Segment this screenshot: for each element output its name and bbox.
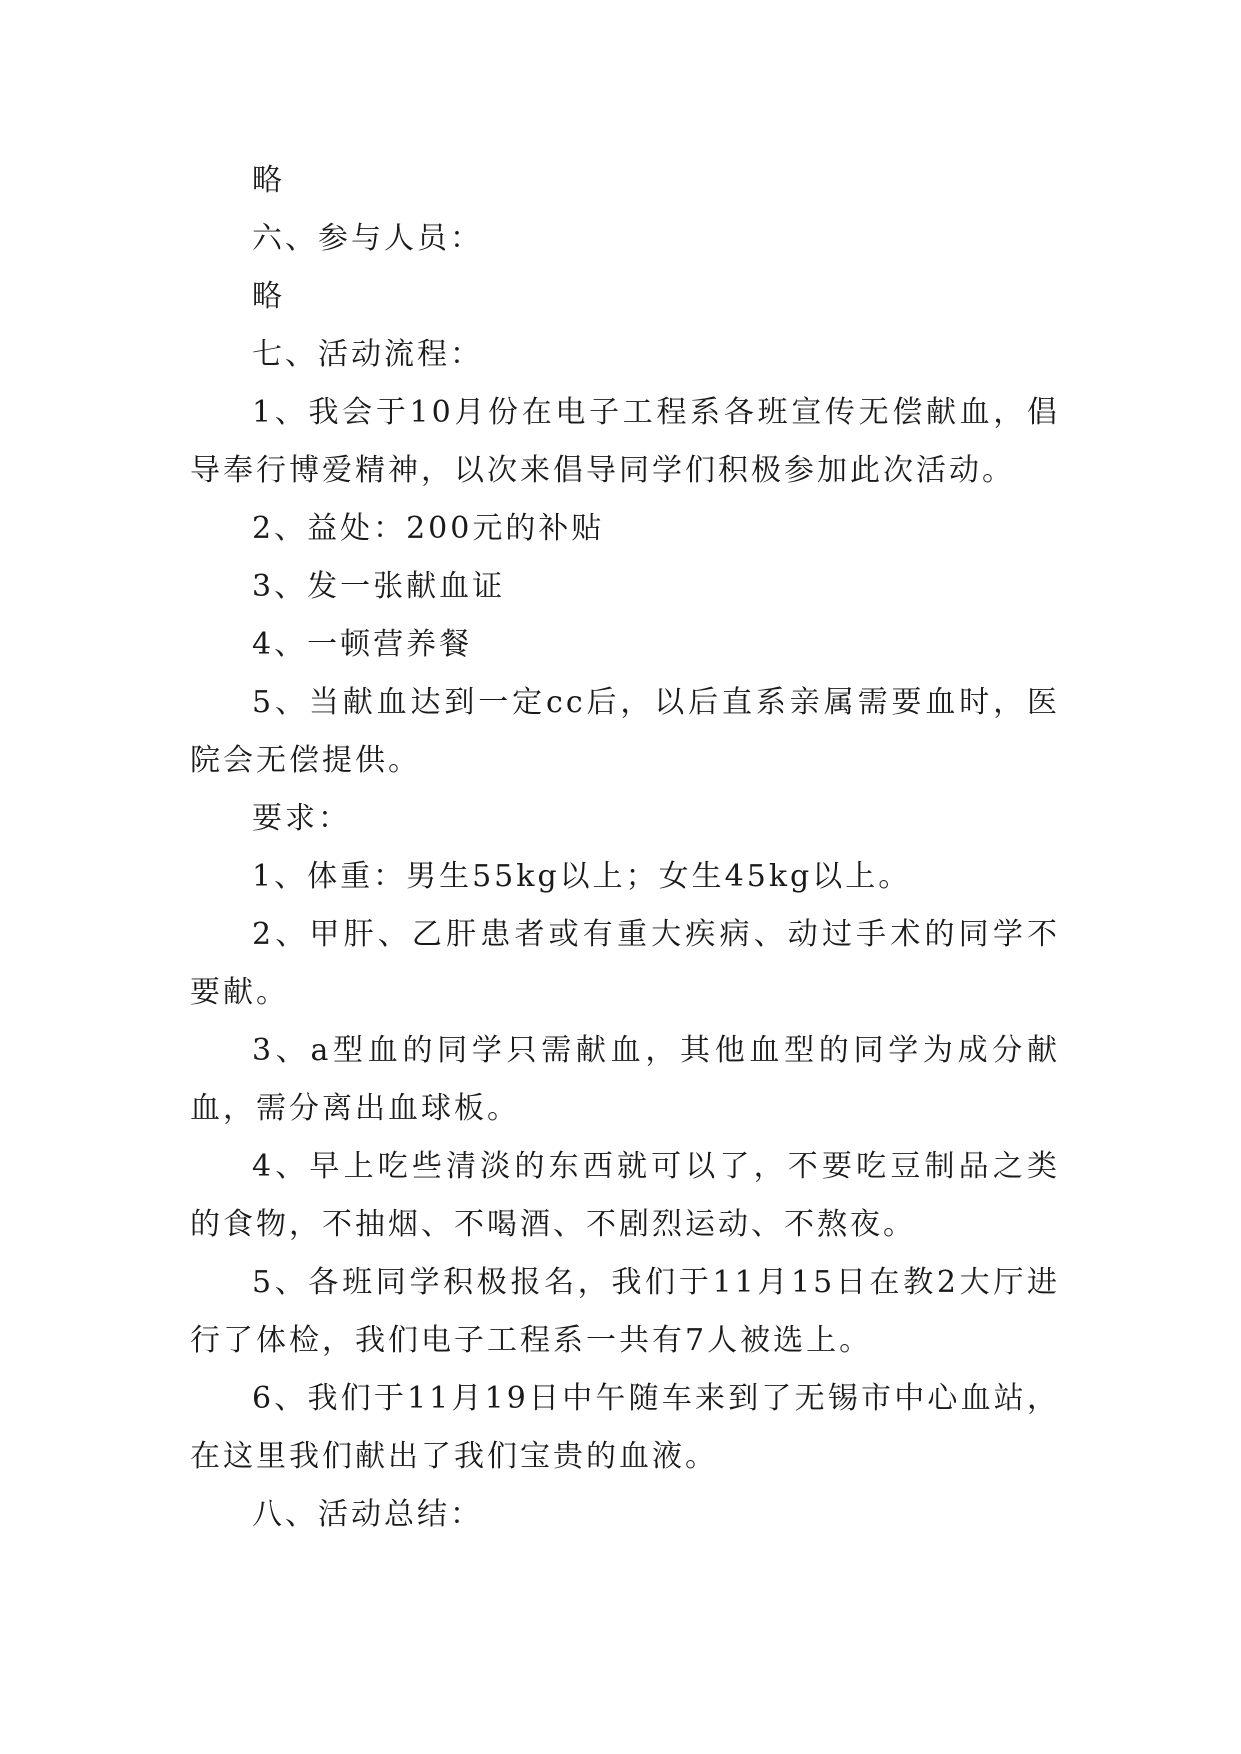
paragraph-omitted-2: 略 (252, 279, 285, 314)
heading-activity-summary: 八、活动总结： (252, 1497, 483, 1532)
paragraph-process-1: 1、我会于10月份在电子工程系各班宣传无偿献血，倡导奉行博爱精神，以次来倡导同学们积极参加此次活动。 (190, 395, 1060, 488)
heading-requirements: 要求： (252, 801, 351, 836)
paragraph-requirement-5: 5、各班同学积极报名，我们于11月15日在教2大厅进行了体检，我们电子工程系一共有7人被选上。 (190, 1265, 1060, 1358)
paragraph-requirement-2: 2、甲肝、乙肝患者或有重大疾病、动过手术的同学不要献。 (190, 917, 1060, 1010)
document-body (190, 152, 1060, 1544)
paragraph-process-3: 3、发一张献血证 (252, 569, 506, 604)
heading-activity-process: 七、活动流程： (252, 337, 483, 372)
heading-participants: 六、参与人员： (252, 221, 483, 256)
paragraph-omitted-1: 略 (252, 163, 285, 198)
paragraph-requirement-4: 4、早上吃些清淡的东西就可以了，不要吃豆制品之类的食物，不抽烟、不喝酒、不剧烈运动、不熬夜。 (190, 1149, 1060, 1242)
paragraph-process-2: 2、益处：200元的补贴 (252, 511, 605, 546)
paragraph-process-5: 5、当献血达到一定cc后，以后直系亲属需要血时，医院会无偿提供。 (190, 685, 1060, 778)
paragraph-requirement-1: 1、体重：男生55kg以上；女生45kg以上。 (252, 859, 912, 894)
paragraph-process-4: 4、一顿营养餐 (252, 627, 473, 662)
paragraph-requirement-6: 6、我们于11月19日中午随车来到了无锡市中心血站，在这里我们献出了我们宝贵的血液。 (190, 1381, 1060, 1474)
paragraph-requirement-3: 3、a型血的同学只需献血，其他血型的同学为成分献血，需分离出血球板。 (190, 1033, 1060, 1126)
